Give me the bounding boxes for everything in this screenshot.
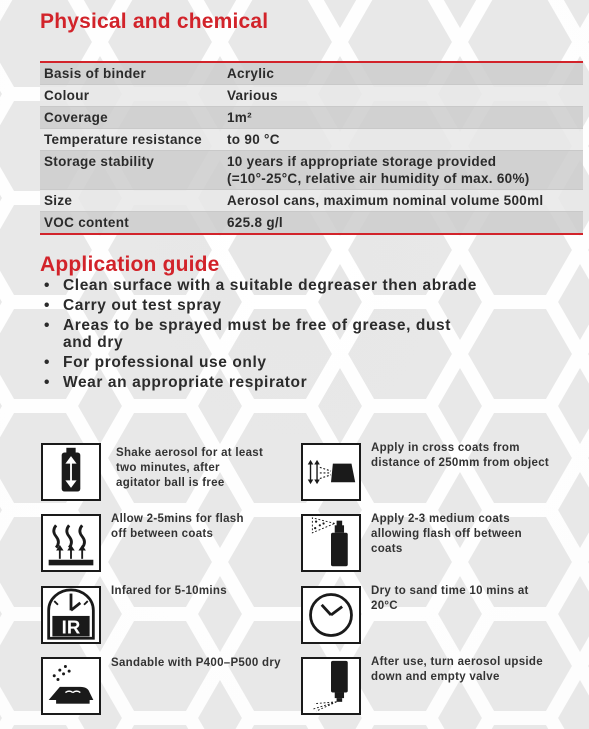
table-row xyxy=(40,62,583,85)
cross-coat-spray-icon xyxy=(301,443,361,501)
table-row xyxy=(40,85,583,107)
upside-down-can-icon xyxy=(301,657,361,715)
table-row xyxy=(40,107,583,129)
application-guide-heading: Application guide xyxy=(40,253,220,276)
flash-off-instruction: Allow 2-5mins for flash off between coats xyxy=(111,513,244,540)
list-item: • For professional use only xyxy=(44,354,484,371)
property-label: Coverage xyxy=(44,110,108,125)
property-value: to 90 °C xyxy=(227,132,280,147)
empty-valve-instruction: After use, turn aerosol upside down and empty valve xyxy=(371,656,543,683)
property-value-line1: 10 years if appropriate storage provided xyxy=(227,154,497,169)
property-value: 1m² xyxy=(227,110,252,125)
cross-coat-instruction: Apply in cross coats from distance of 250mm from object xyxy=(371,442,550,469)
sanding-hand-icon xyxy=(41,657,101,715)
property-label: VOC content xyxy=(44,215,130,230)
infrared-instruction: Infared for 5-10mins xyxy=(111,585,227,597)
list-item: • Clean surface with a suitable degreaser then abrade xyxy=(44,277,484,294)
list-item: • Wear an appropriate respirator xyxy=(44,374,484,391)
shake-can-icon xyxy=(41,443,101,501)
list-item: • Areas to be sprayed must be free of grease, dust and dry xyxy=(44,317,484,351)
property-value: Acrylic xyxy=(227,66,275,81)
dry-time-instruction: Dry to sand time 10 mins at 20°C xyxy=(371,585,529,612)
properties-table xyxy=(40,61,583,235)
svg-text:IR: IR xyxy=(61,616,81,638)
property-label: Colour xyxy=(44,88,90,103)
clock-icon xyxy=(301,586,361,644)
list-item: • Carry out test spray xyxy=(44,297,484,314)
property-value: Aerosol cans, maximum nominal volume 500ml xyxy=(227,193,544,208)
property-value: Various xyxy=(227,88,278,103)
physical-chemical-heading: Physical and chemical xyxy=(40,10,269,33)
property-label: Temperature resistance xyxy=(44,132,202,147)
property-label: Basis of binder xyxy=(44,66,147,81)
property-value xyxy=(223,151,583,190)
heat-flash-off-icon xyxy=(41,514,101,572)
table-row xyxy=(40,129,583,151)
table-row xyxy=(40,212,583,235)
table-row xyxy=(40,190,583,212)
medium-coats-instruction: Apply 2-3 medium coats allowing flash off between coats xyxy=(371,513,522,555)
property-label: Storage stability xyxy=(44,154,155,169)
spray-can-coats-icon xyxy=(301,514,361,572)
table-row xyxy=(40,151,583,190)
property-value-line2: (=10°-25°C, relative air humidity of max. 60%) xyxy=(227,171,530,186)
sanding-instruction: Sandable with P400–P500 dry xyxy=(111,657,281,669)
property-label: Size xyxy=(44,193,73,208)
shake-instruction: Shake aerosol for at least two minutes, after agitator ball is free xyxy=(116,447,264,489)
property-value: 625.8 g/l xyxy=(227,215,283,230)
application-guide-list xyxy=(44,277,484,394)
infrared-clock-icon xyxy=(41,586,101,644)
